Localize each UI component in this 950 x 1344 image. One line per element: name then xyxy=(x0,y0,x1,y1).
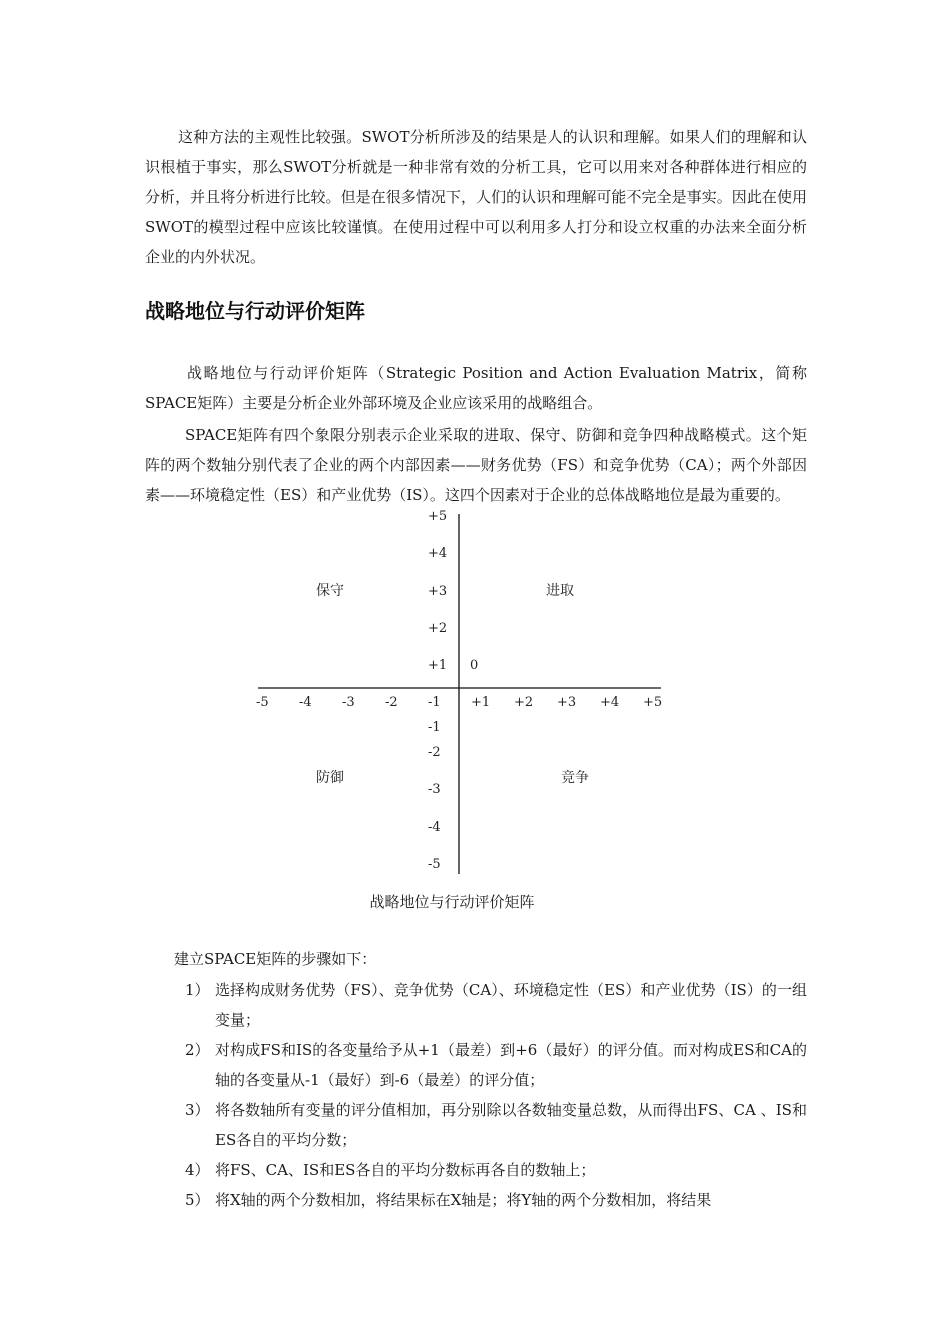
x-tick-label: -4 xyxy=(299,695,312,710)
diagram-caption: 战略地位与行动评价矩阵 xyxy=(369,893,535,911)
y-tick-label: -5 xyxy=(428,857,441,872)
y-tick-label: -3 xyxy=(428,782,441,797)
x-tick-label: +4 xyxy=(600,695,620,710)
step-text: 选择构成财务优势（FS）、竞争优势（CA）、环境稳定性（ES）和产业优势（IS）的一组变量； xyxy=(215,981,807,1029)
list-item xyxy=(145,1155,807,1185)
quadrant-label-aggressive: 进取 xyxy=(546,583,574,599)
space-definition-paragraph: 战略地位与行动评价矩阵（Strategic Position and Action Evaluation Matrix，简称SPACE矩阵）主要是分析企业外部环境及企业应该采用的战略组合。 xyxy=(145,364,807,412)
x-tick-label: -2 xyxy=(385,695,398,710)
step-text: 将FS、CA、IS和ES各自的平均分数标再各自的数轴上； xyxy=(215,1161,596,1179)
y-tick-label: -2 xyxy=(428,745,441,760)
quadrant-label-defensive: 防御 xyxy=(316,770,344,786)
step-number: 5） xyxy=(185,1191,210,1209)
section-heading: 战略地位与行动评价矩阵 xyxy=(145,299,365,323)
list-item xyxy=(145,1035,807,1095)
step-text: 对构成FS和IS的各变量给予从+1（最差）到+6（最好）的评分值。而对构成ES和CA的轴的各变量从-1（最好）到-6（最差）的评分值； xyxy=(215,1041,807,1089)
x-tick-label: +5 xyxy=(643,695,663,710)
step-text: 将各数轴所有变量的评分值相加，再分别除以各数轴变量总数，从而得出FS、CA 、IS和ES各自的平均分数； xyxy=(215,1101,807,1149)
x-tick-label: -1 xyxy=(428,695,441,710)
origin-label: 0 xyxy=(470,658,479,673)
x-tick-label: -3 xyxy=(342,695,355,710)
steps-intro: 建立SPACE矩阵的步骤如下： xyxy=(174,950,377,968)
step-number: 2） xyxy=(185,1041,210,1059)
y-tick-label: +3 xyxy=(428,584,448,599)
step-number: 3） xyxy=(185,1101,210,1119)
y-tick-label: -1 xyxy=(428,720,441,735)
quadrant-label-competitive: 竞争 xyxy=(561,770,589,786)
list-item xyxy=(145,975,807,1035)
y-tick-label: +1 xyxy=(428,658,448,673)
y-tick-label: +5 xyxy=(428,509,448,524)
intro-paragraph: 这种方法的主观性比较强。SWOT分析所涉及的结果是人的认识和理解。如果人们的理解和认识根植于事实，那么SWOT分析就是一种非常有效的分析工具，它可以用来对各种群体进行相应的分析，并且将分析进行比较。但是在很多情况下，人们的认识和理解可能不完全是事实。因此在使用SWOT的模型过程中应该比较谨慎。在使用过程中可以利用多人打分和设立权重的办法来全面分析企业的内外状况。 xyxy=(145,128,807,266)
y-tick-label: +2 xyxy=(428,621,448,636)
space-quadrants-paragraph: SPACE矩阵有四个象限分别表示企业采取的进取、保守、防御和竞争四种战略模式。这个矩阵的两个数轴分别代表了企业的两个内部因素——财务优势（FS）和竞争优势（CA）；两个外部因素——环境稳定性（ES）和产业优势（IS）。这四个因素对于企业的总体战略地位是最为重要的。 xyxy=(145,426,807,504)
x-tick-label: +3 xyxy=(557,695,577,710)
list-item xyxy=(145,1185,807,1215)
quadrant-label-conservative: 保守 xyxy=(316,583,344,599)
step-text: 将X轴的两个分数相加，将结果标在X轴是；将Y轴的两个分数相加，将结果 xyxy=(215,1191,712,1209)
step-number: 1） xyxy=(185,981,210,999)
x-tick-label: +2 xyxy=(514,695,534,710)
x-tick-label: +1 xyxy=(471,695,491,710)
x-tick-label: -5 xyxy=(256,695,269,710)
steps-list xyxy=(145,975,807,1215)
y-tick-label: +4 xyxy=(428,546,448,561)
y-tick-label: -4 xyxy=(428,820,441,835)
list-item xyxy=(145,1095,807,1155)
step-number: 4） xyxy=(185,1161,210,1179)
